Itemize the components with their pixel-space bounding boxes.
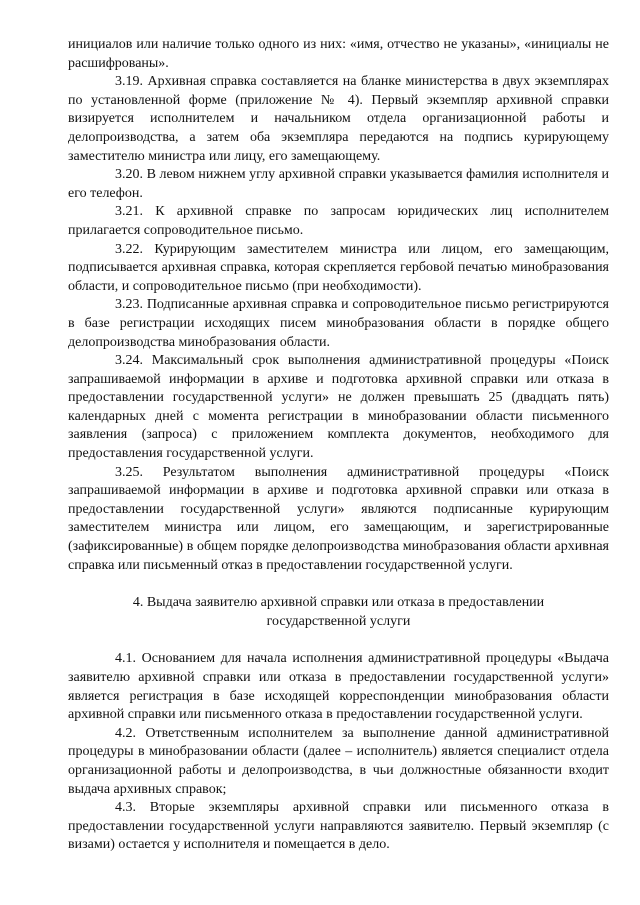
paragraph-3-19: 3.19. Архивная справка составляется на бланке министерства в двух экземплярах по установленной форме (приложение № 4). Первый экземпляр архивной справки визируется исполнителем и начальником отдела организационной работы и делопроизводства, а затем оба экземпляра передаются на подпись курирующему заместителю министра или лицу, его замещающему. xyxy=(68,74,609,164)
paragraph-3-21: 3.21. К архивной справке по запросам юридических лиц исполнителем прилагается сопроводительное письмо. xyxy=(68,204,609,238)
paragraph-3-20: 3.20. В левом нижнем углу архивной справки указывается фамилия исполнителя и его телефон. xyxy=(68,167,609,201)
paragraph-3-23: 3.23. Подписанные архивная справка и сопроводительное письмо регистрируются в базе регистрации исходящих писем минобразования области в порядке общего делопроизводства минобразования области. xyxy=(68,297,609,350)
paragraph-4-2: 4.2. Ответственным исполнителем за выполнение данной административной процедуры в минобразовании области (далее – исполнитель) является специалист отдела организационной работы и делопроизводства, в чьи должностные обязанности входит выдача архивных справок; xyxy=(68,725,609,797)
paragraph-3-24: 3.24. Максимальный срок выполнения административной процедуры «Поиск запрашиваемой информации в архиве и подготовка архивной справки или отказа в предоставлении государственной услуги» не должен превышать 25 (двадцать пять) календарных дней с момента регистрации в минобразовании области письменного заявления (запроса) с приложением комплекта документов, необходимого для предоставления государственной услуги. xyxy=(68,353,609,462)
paragraph-3-22: 3.22. Курирующим заместителем министра или лицом, его замещающим, подписывается архивная справка, которая скрепляется гербовой печатью минобразования области, и сопроводительное письмо (при необходимости). xyxy=(68,241,609,294)
paragraph-continuation: инициалов или наличие только одного из них: «имя, отчество не указаны», «инициалы не расшифрованы». xyxy=(68,37,609,71)
paragraph-4-1: 4.1. Основанием для начала исполнения административной процедуры «Выдача заявителю архивной справки или отказа в предоставлении государственной услуги» является регистрация в базе исходящей корреспонденции минобразования области архивной справки или письменного отказа в предоставлении государственной услуги. xyxy=(68,651,609,723)
document-page xyxy=(68,36,609,855)
paragraph-4-3: 4.3. Вторые экземпляры архивной справки или письменного отказа в предоставлении государственной услуги направляются заявителю. Первый экземпляр (с визами) остается у исполнителя и помещается в дело. xyxy=(68,800,609,853)
section-heading: 4. Выдача заявителю архивной справки или отказа в предоставлении государственной услуги xyxy=(132,595,545,629)
paragraph-3-25: 3.25. Результатом выполнения административной процедуры «Поиск запрашиваемой информации в архиве и подготовка архивной справки или отказа в предоставлении государственной услуги» являются подписанные курирующим заместителем министра или лицом, его замещающим, и зарегистрированные (зафиксированные) в общем порядке делопроизводства минобразования области архивная справка или письменный отказ в предоставлении государственной услуги. xyxy=(68,464,609,573)
